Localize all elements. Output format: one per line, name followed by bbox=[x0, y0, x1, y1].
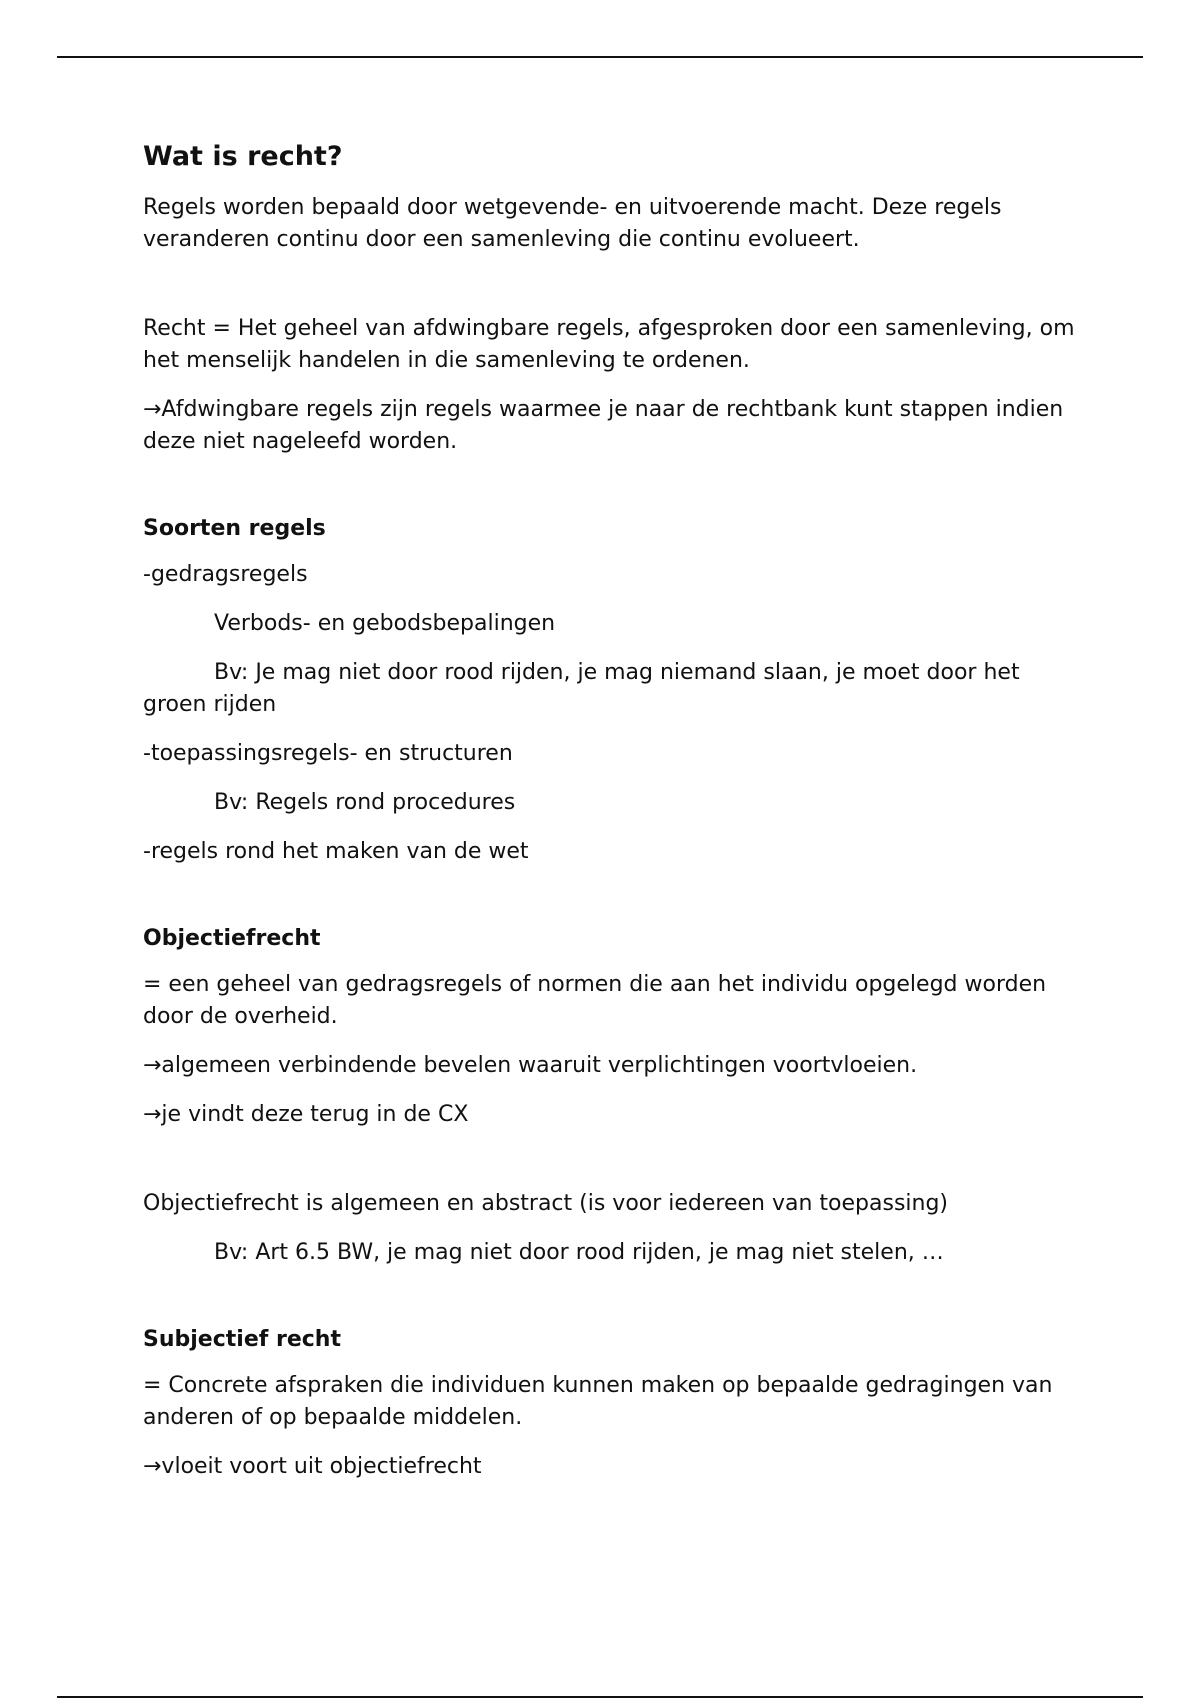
footer-rule bbox=[57, 1696, 1143, 1698]
definition-paragraph: Recht = Het geheel van afdwingbare regels, afgesproken door een samenleving, om het menselijk handelen in die samenleving te ordenen. bbox=[143, 316, 1075, 373]
soorten-item-wet: -regels rond het maken van de wet bbox=[143, 839, 529, 864]
objectief-note: →algemeen verbindende bevelen waaruit verplichtingen voortvloeien. bbox=[143, 1053, 918, 1078]
soorten-item-toepassingsregels: -toepassingsregels- en structuren bbox=[143, 741, 513, 766]
objectief-general: Objectiefrecht is algemeen en abstract (is voor iedereen van toepassing) bbox=[143, 1191, 949, 1216]
soorten-subitem: Verbods- en gebodsbepalingen bbox=[214, 611, 556, 636]
definition-note: →Afdwingbare regels zijn regels waarmee je naar de rechtbank kunt stappen indien deze niet nageleefd worden. bbox=[143, 397, 1064, 454]
document-body bbox=[143, 140, 1083, 1500]
subjectief-heading: Subjectief recht bbox=[143, 1327, 341, 1352]
subjectief-note: →vloeit voort uit objectiefrecht bbox=[143, 1454, 482, 1479]
soorten-example: Bv: Je mag niet door rood rijden, je mag niemand slaan, je moet door het groen rijden bbox=[143, 660, 1020, 717]
soorten-heading: Soorten regels bbox=[143, 516, 326, 541]
soorten-item-gedragsregels: -gedragsregels bbox=[143, 562, 308, 587]
page-title: Wat is recht? bbox=[143, 141, 343, 172]
header-rule bbox=[57, 56, 1143, 58]
subjectief-definition: = Concrete afspraken die individuen kunnen maken op bepaalde gedragingen van anderen of op bepaalde middelen. bbox=[143, 1373, 1053, 1430]
intro-paragraph: Regels worden bepaald door wetgevende- en uitvoerende macht. Deze regels veranderen continu door een samenleving die continu evolueert. bbox=[143, 195, 1002, 252]
objectief-example: Bv: Art 6.5 BW, je mag niet door rood rijden, je mag niet stelen, … bbox=[214, 1240, 944, 1265]
objectief-note: →je vindt deze terug in de CX bbox=[143, 1102, 469, 1127]
objectief-definition: = een geheel van gedragsregels of normen die aan het individu opgelegd worden door de overheid. bbox=[143, 972, 1047, 1029]
soorten-example: Bv: Regels rond procedures bbox=[214, 790, 516, 815]
objectief-heading: Objectiefrecht bbox=[143, 926, 321, 951]
